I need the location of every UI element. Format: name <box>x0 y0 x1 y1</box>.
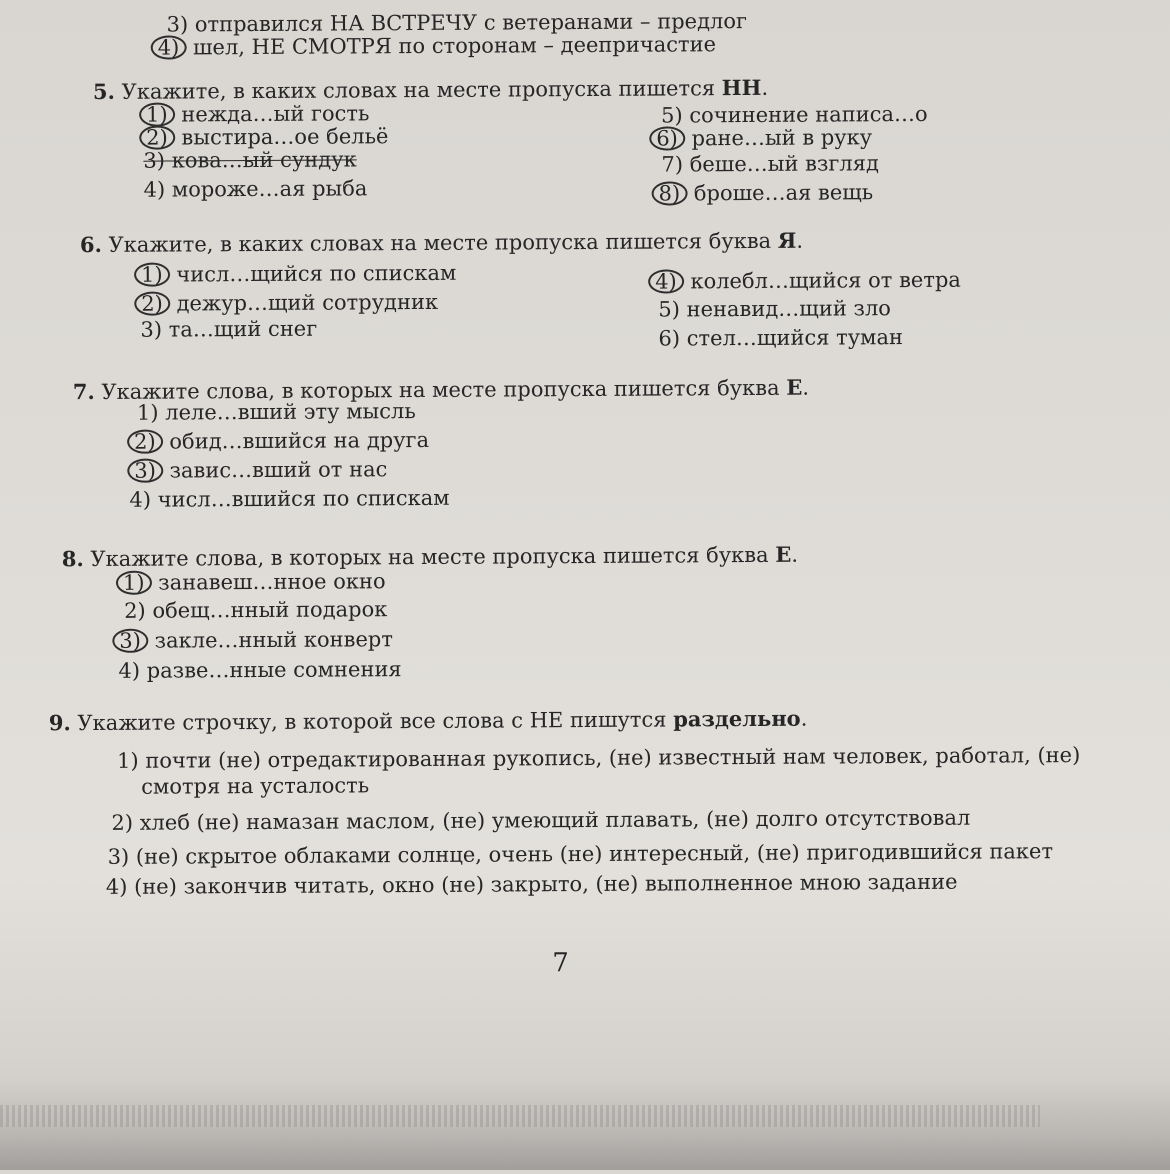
q5-option-7: 7) беше…ый взгляд <box>661 151 879 177</box>
q6-option-1: 1) числ…щийся по спискам <box>140 261 456 287</box>
q8-option-1: 1) занавеш…нное окно <box>122 569 386 595</box>
q5-option-2: 2) выстира…ое бельё <box>145 124 388 149</box>
q6-option-5: 5) ненавид…щий зло <box>658 296 891 322</box>
question-5-title: 5. Укажите, в каких словах на месте пропуска пишется НН. <box>92 74 769 104</box>
prev-answer-3: 3) отправился НА ВСТРЕЧУ с ветеранами – предлог <box>166 9 748 37</box>
q5-option-1: 1) нежда…ый гость <box>145 101 369 126</box>
q6-option-3: 3) та…щий снег <box>140 316 318 342</box>
q7-option-4: 4) числ…вшийся по спискам <box>129 485 450 512</box>
q5-option-3: 3) кова…ый сундук <box>143 147 357 173</box>
q8-option-3: 3) закле…нный конверт <box>118 627 393 653</box>
question-8-title: 8. Укажите слова, в которых на месте пропуска пишется буква Е. <box>61 541 799 572</box>
q8-option-4: 4) разве…нные сомнения <box>118 657 402 683</box>
q9-option-2: 2) хлеб (не) намазан маслом, (не) умеющий плавать, (не) долго отсутствовал <box>111 805 971 835</box>
q7-option-1: 1) леле…вший эту мысль <box>136 399 416 425</box>
q9-option-1-continuation: смотря на усталость <box>141 773 370 799</box>
page-number: 7 <box>552 948 569 979</box>
q9-option-1: 1) почти (не) отредактированная рукопись, (не) известный нам человек, работал, (не) <box>116 742 1081 773</box>
q6-option-2: 2) дежур…щий сотрудник <box>140 290 438 316</box>
q6-option-4: 4) колебл…щийся от ветра <box>654 268 961 294</box>
q9-option-4: 4) (не) закончив читать, окно (не) закрыто, (не) выполненное мною задание <box>105 869 958 899</box>
paper-fold-edge <box>0 1105 1040 1127</box>
q8-option-2: 2) обещ…нный подарок <box>124 597 388 623</box>
question-6-title: 6. Укажите, в каких словах на месте пропуска пишется буква Я. <box>79 227 804 258</box>
q9-option-3: 3) (не) скрытое облаками солнце, очень (не) интересный, (не) пригодившийся пакет <box>107 839 1054 869</box>
q5-option-5: 5) сочинение написа…о <box>661 101 928 128</box>
question-9-title: 9. Укажите строчку, в которой все слова с НЕ пишутся раздельно. <box>48 705 808 736</box>
prev-answer-4: 4) шел, НЕ СМОТРЯ по сторонам – деепричастие <box>157 32 716 59</box>
question-7-title: 7. Укажите слова, в которых на месте пропуска пишется буква Е. <box>72 374 810 405</box>
q6-option-6: 6) стел…щийся туман <box>658 325 904 351</box>
q5-option-8: 8) броше…ая вещь <box>658 180 874 205</box>
q7-option-2: 2) обид…вшийся на друга <box>133 428 429 454</box>
q7-option-3: 3) завис…вший от нас <box>133 457 387 483</box>
answer-circle: 4) <box>151 35 187 59</box>
q5-option-4: 4) мороже…ая рыба <box>143 176 368 202</box>
q5-option-6: 6) ране…ый в руку <box>655 125 872 150</box>
